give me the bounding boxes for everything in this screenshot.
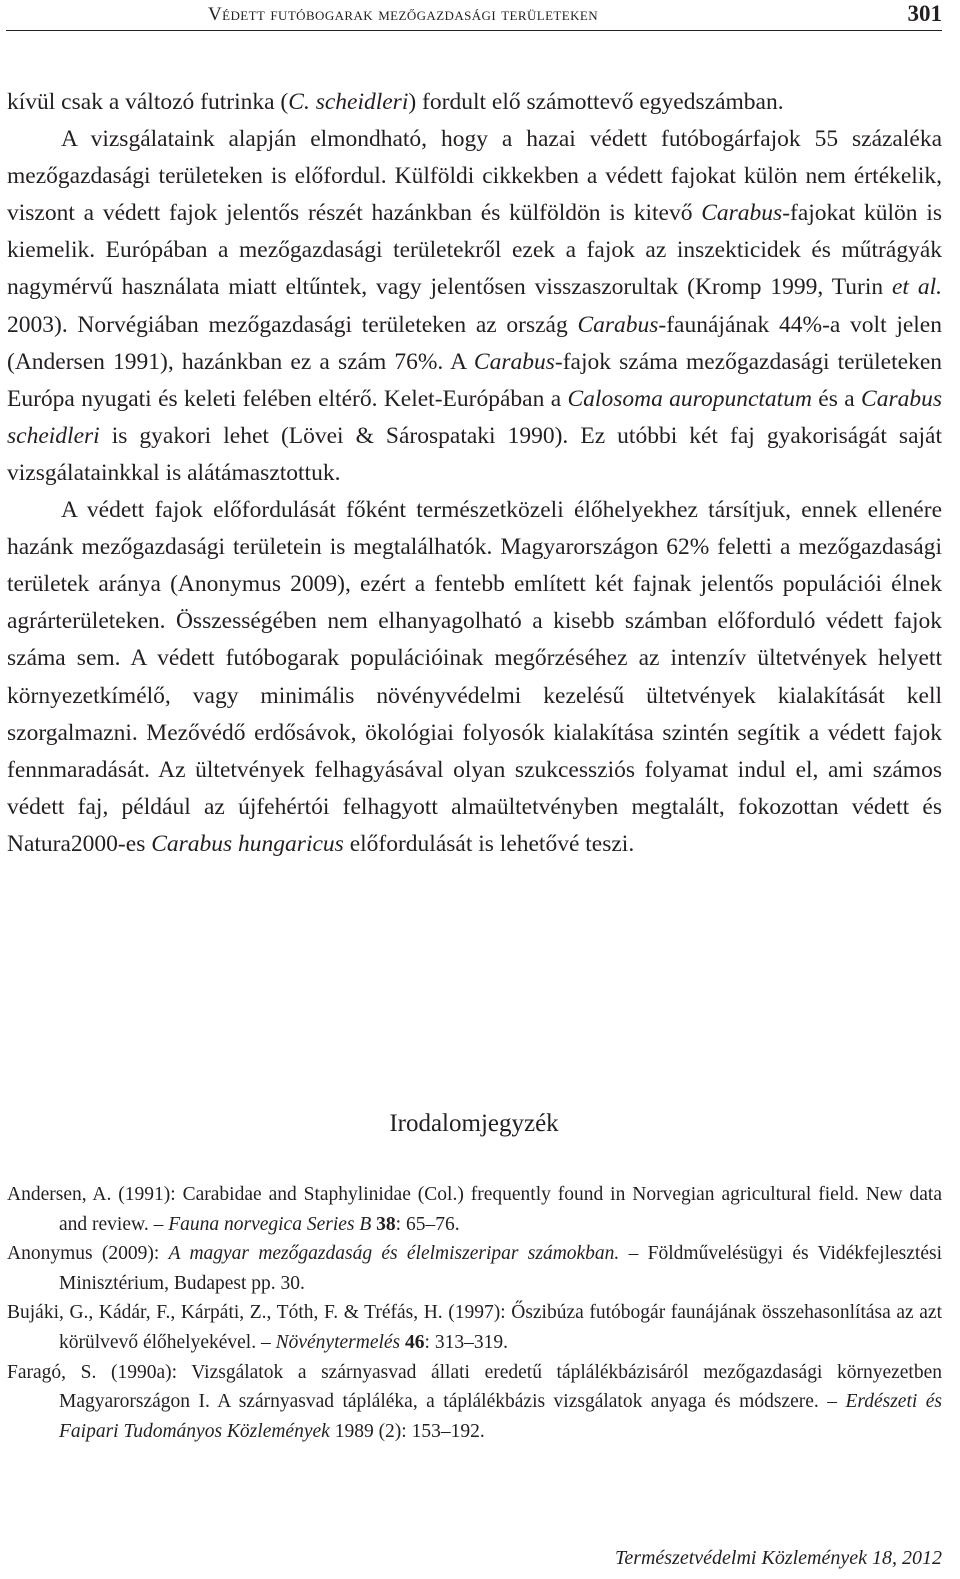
text-run: Anonymus (2009): bbox=[7, 1243, 169, 1265]
reference-list bbox=[7, 1180, 942, 1446]
page-number: 301 bbox=[907, 1, 942, 26]
running-title: Védett futóbogarak mezőgazdasági területeken bbox=[208, 4, 599, 25]
text-run: 1989 (2): 153–192. bbox=[329, 1420, 485, 1442]
body-text bbox=[7, 84, 942, 863]
references-heading: Irodalomjegyzék bbox=[389, 1110, 559, 1137]
italic-run: Erdészeti és Faipari Tudományos Közlemények bbox=[59, 1391, 943, 1442]
bold-run: 46 bbox=[405, 1331, 425, 1353]
text-run: kívül csak a változó futrinka ( bbox=[7, 89, 289, 115]
italic-run: Calosoma auropunctatum bbox=[567, 385, 812, 412]
journal-footer: Természetvédelmi Közlemények 18, 2012 bbox=[615, 1547, 942, 1569]
bold-run: 38 bbox=[376, 1213, 396, 1235]
text-run: 2003). Norvégiában mezőgazdasági területeken az ország bbox=[7, 311, 578, 338]
text-run: előfordulását is lehetővé teszi. bbox=[343, 830, 635, 857]
text-run: -fajok száma mezőgazdasági területeken Európa nyugati és keleti felében eltérő. Kelet-Európában a bbox=[7, 348, 942, 412]
reference-entry bbox=[7, 1358, 942, 1447]
italic-run: Carabus scheidleri bbox=[7, 385, 942, 449]
text-run: ) fordult elő számottevő egyedszámban. bbox=[408, 89, 784, 115]
text-run: is gyakori lehet (Lövei & Sárospataki 1990). Ez utóbbi két faj gyakoriságát saját vizsgálatainkkal is alátámasztottuk. bbox=[7, 422, 942, 486]
italic-run: et al. bbox=[892, 274, 942, 301]
italic-run: Carabus bbox=[701, 200, 783, 227]
text-run: : 313–319. bbox=[424, 1331, 508, 1353]
italic-run: A magyar mezőgazdaság és élelmiszeripar számokban. bbox=[168, 1243, 620, 1265]
text-run: Andersen, A. (1991): Carabidae and Staphylinidae (Col.) frequently found in Norvegian agricultural field. New data and review. – bbox=[7, 1184, 942, 1235]
text-run: A vizsgálataink alapján elmondható, hogy a hazai védett futóbogárfajok 55 százaléka mezőgazdasági területeken is előfordul. Külföldi cikkekben a védett fajokat külön nem értékelik, viszont a védett fajok jelentős részét hazánkban és külföldön is kitevő bbox=[7, 126, 942, 227]
body-paragraph bbox=[7, 121, 942, 492]
italic-run: C. scheidleri bbox=[288, 89, 409, 115]
body-paragraph bbox=[7, 492, 942, 863]
text-run: Faragó, S. (1990a): Vizsgálatok a szárnyasvad állati eredetű táplálékbázisáról mezőgazdasági környezetben Magyarországon I. A szárnyasvad tápláléka, a táplálékbázis vizsgálatok anyaga és módszere. – bbox=[7, 1361, 942, 1413]
italic-run: Fauna norvegica Series B bbox=[168, 1213, 372, 1235]
reference-entry bbox=[7, 1298, 942, 1357]
text-run: A védett fajok előfordulását főként természetközeli élőhelyekhez társítjuk, ennek ellenére hazánk mezőgazdasági területein is megtalálhatók. Magyarországon 62% feletti a mezőgazdasági területek aránya (Anonymus 2009), ezért a fentebb említett két fajnak jelentős populációi élnek agrárterületeken. Összességében nem elhanyagolható a kisebb számban előforduló védett fajok száma sem. A védett futóbogarak populációinak megőrzéséhez az intenzív ültetvények helyett környezetkímélő, vagy minimális növényvédelmi kezelésű ültetvények kialakítását kell szorgalmazni. Mezővédő erdősávok, ökológiai folyosók kialakítása szintén segítik a védett fajok fennmaradását. Az ültetvények felhagyásával olyan szukcessziós folyamat indul el, ami számos védett faj, például az újfehértói felhagyott almaültetvényben megtalált, fokozottan védett és Natura2000-es bbox=[7, 497, 942, 857]
text-run: és a bbox=[811, 385, 862, 412]
reference-entry bbox=[7, 1239, 942, 1298]
running-header bbox=[6, 0, 942, 31]
italic-run: Carabus bbox=[473, 348, 555, 375]
italic-run: Carabus bbox=[577, 311, 659, 338]
reference-entry bbox=[7, 1180, 942, 1239]
text-run: Bujáki, G., Kádár, F., Kárpáti, Z., Tóth, F. & Tréfás, H. (1997): Őszibúza futóbogár faunájának összehasonlítása az azt körülvevő élőhelyekével. – bbox=[7, 1302, 942, 1353]
text-run: : 65–76. bbox=[395, 1213, 460, 1235]
body-paragraph bbox=[7, 84, 942, 121]
text-run: – Földművelésügyi és Vidékfejlesztési Minisztérium, Budapest pp. 30. bbox=[59, 1243, 942, 1294]
italic-run: Carabus hungaricus bbox=[151, 830, 344, 857]
italic-run: Növénytermelés bbox=[275, 1331, 401, 1353]
text-run: -faunájának 44%-a volt jelen (Andersen 1991), hazánkban ez a szám 76%. A bbox=[7, 311, 942, 375]
text-run: -fajokat külön is kiemelik. Európában a mezőgazdasági területekről ezek a fajok az inszekticidek és műtrágyák nagymérvű használata miatt eltűntek, vagy jelentősen visszaszorultak (Kromp 1999, Turin bbox=[7, 200, 942, 301]
